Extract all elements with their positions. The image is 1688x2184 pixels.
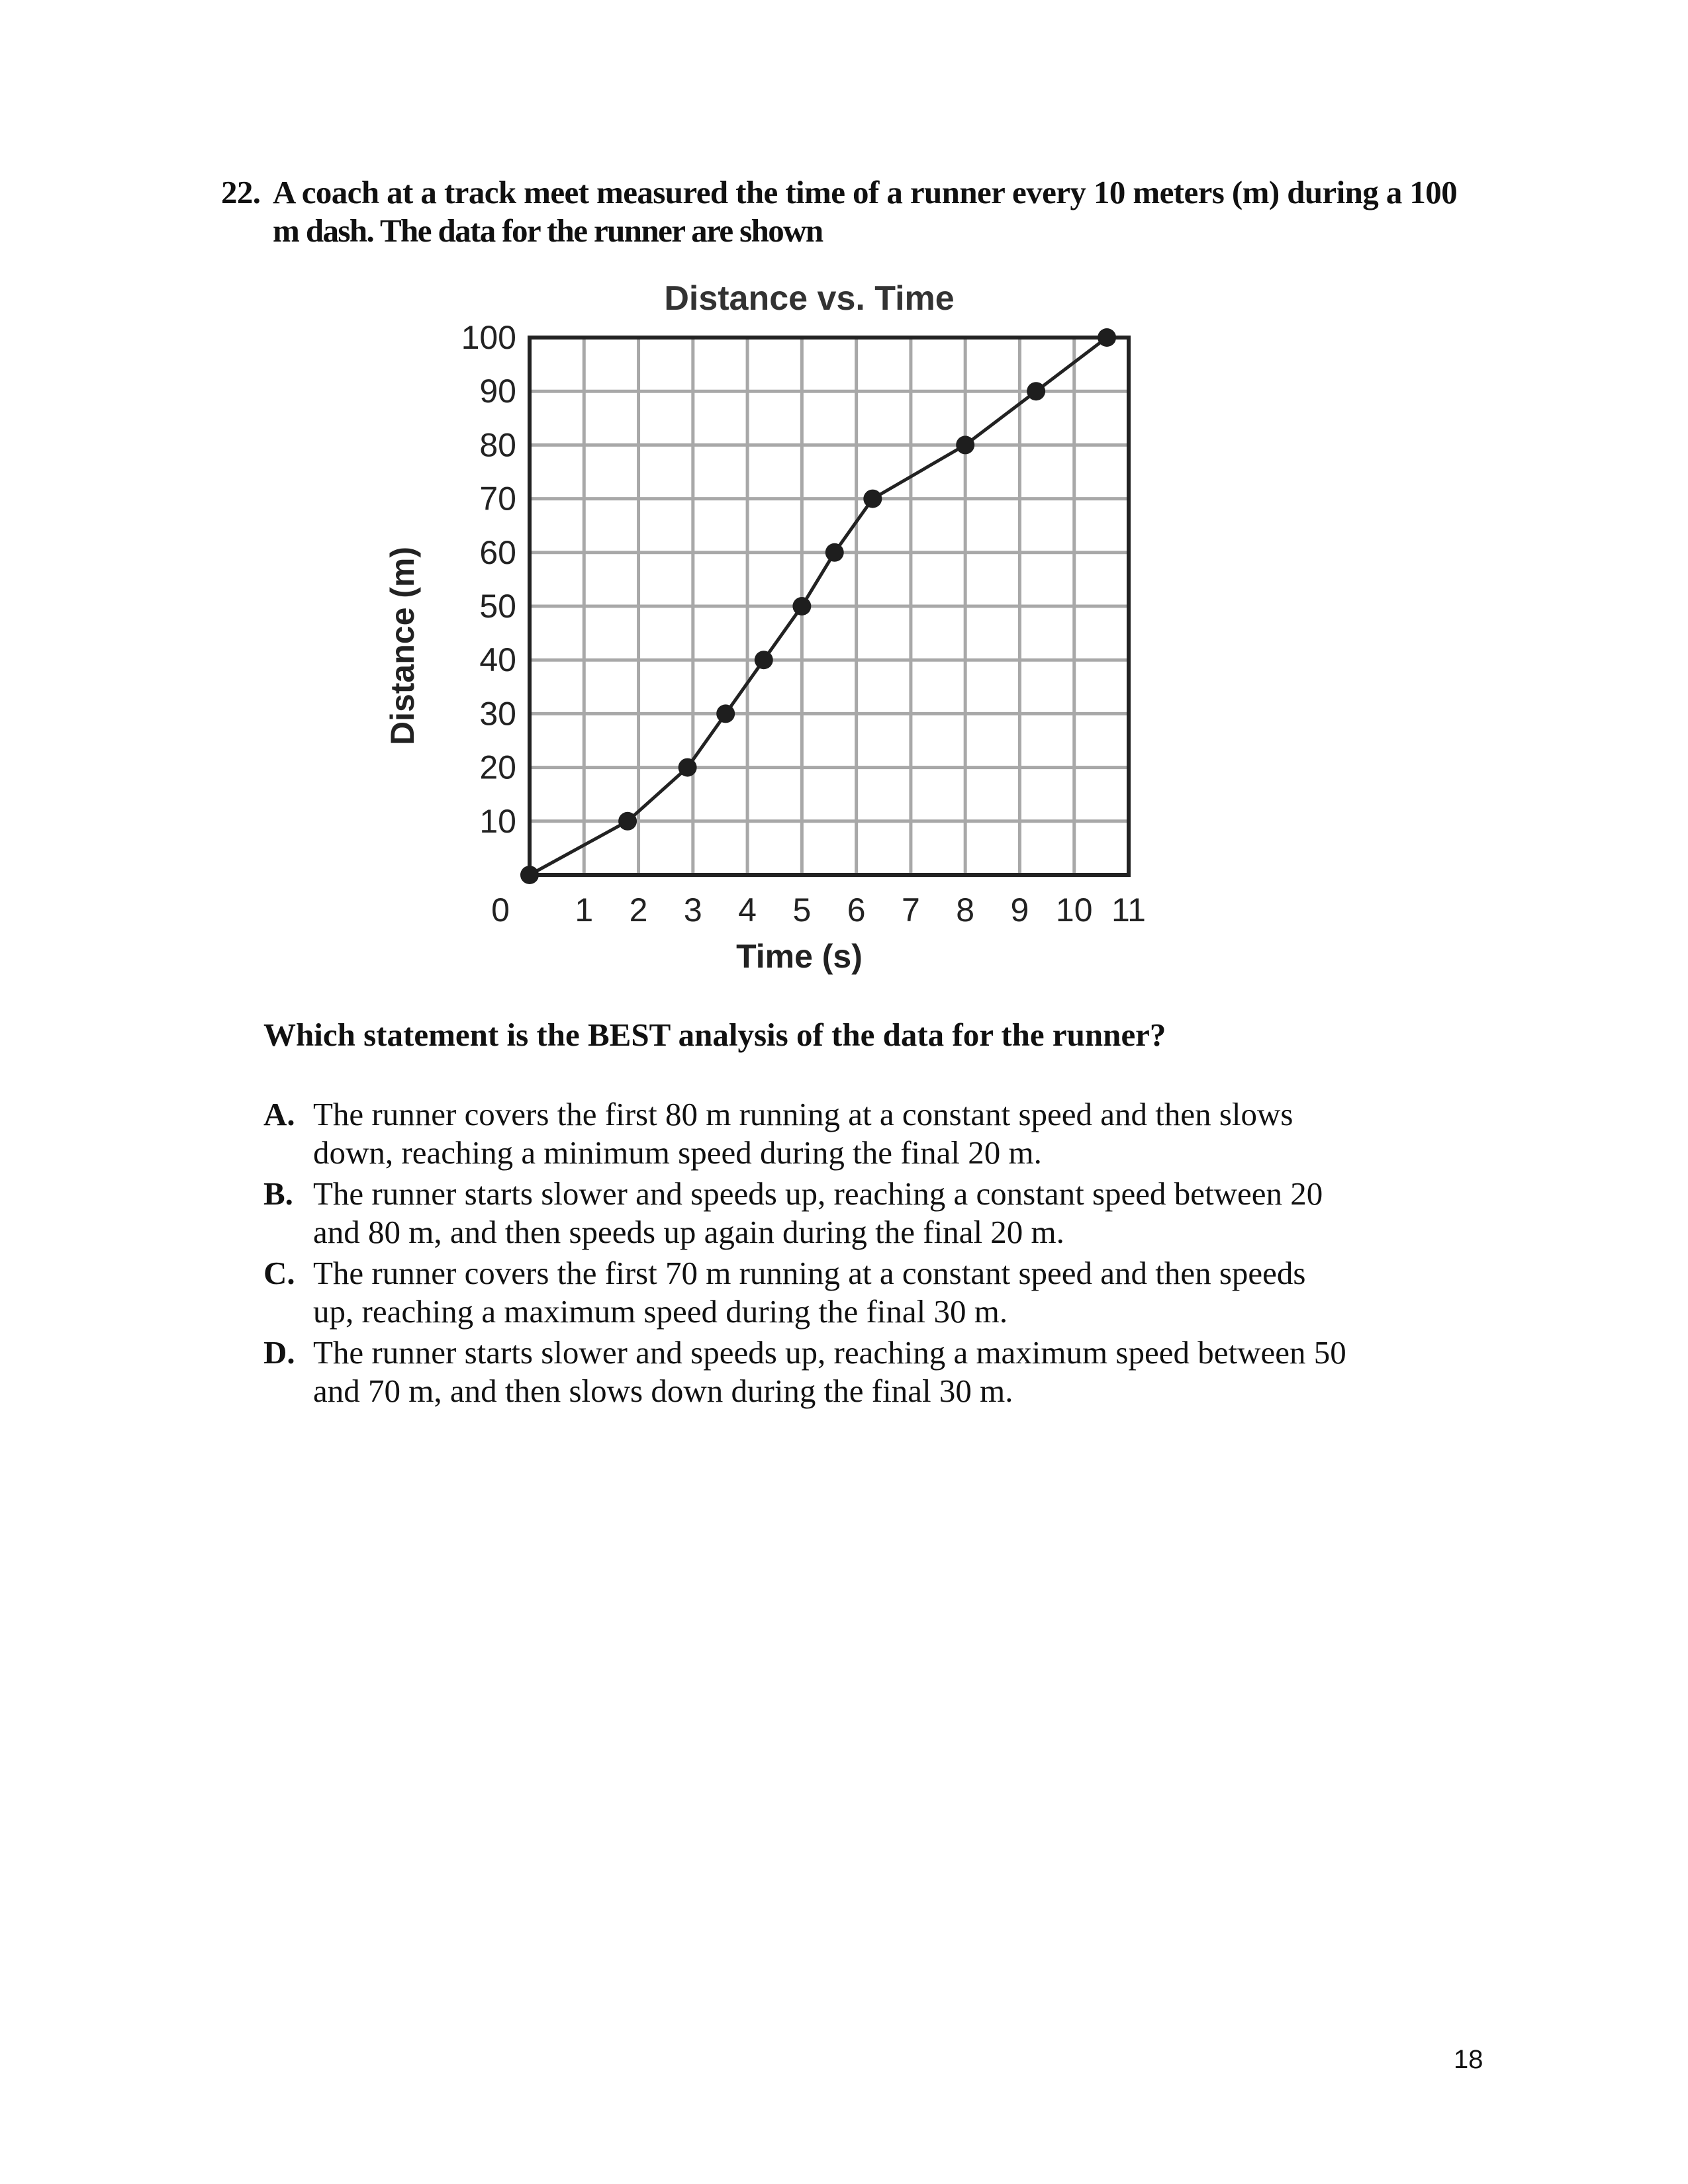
question-prompt: Which statement is the BEST analysis of the data for the runner? [263, 1017, 1166, 1053]
y-axis-label: Distance (m) [384, 546, 421, 746]
y-tick-label: 100 [461, 319, 516, 356]
y-tick-label: 60 [479, 533, 516, 571]
x-tick-label: 5 [792, 891, 812, 929]
option-letter: C. [263, 1255, 295, 1291]
y-tick-label: 80 [479, 426, 516, 464]
y-tick-label: 50 [479, 588, 516, 625]
y-tick-label: 40 [479, 641, 516, 679]
y-tick-label: 90 [479, 373, 516, 410]
question-text-line-1: A coach at a track meet measured the time of a runner every 10 meters (m) during a 100 [273, 174, 1458, 210]
x-tick-label: 3 [683, 891, 702, 929]
x-axis-label: Time (s) [736, 938, 863, 975]
option-text-line-1: The runner starts slower and speeds up, reaching a maximum speed between 50 [313, 1334, 1346, 1371]
y-tick-label: 70 [479, 480, 516, 518]
x-tick-label: 11 [1111, 891, 1146, 929]
x-tick-label: 6 [847, 891, 866, 929]
option-letter: A. [263, 1096, 295, 1132]
distance-time-chart [371, 265, 1165, 993]
option-text-line-2: and 80 m, and then speeds up again during the final 20 m. [313, 1214, 1064, 1250]
x-tick-label: 9 [1010, 891, 1029, 929]
data-point [679, 758, 697, 777]
chart-grid [530, 338, 1129, 875]
chart-title: Distance vs. Time [664, 279, 955, 318]
question-number: 22. [221, 174, 261, 210]
option-text-line-2: down, reaching a minimum speed during the final 20 m. [313, 1134, 1042, 1171]
x-tick-label: 4 [738, 891, 757, 929]
x-tick-label: 0 [491, 891, 510, 929]
data-point [1098, 328, 1116, 347]
data-point [520, 866, 539, 884]
data-point [792, 597, 811, 615]
question-text-line-2: m dash. The data for the runner are shown [273, 212, 823, 249]
page-number: 18 [1454, 2045, 1483, 2074]
data-point [863, 490, 882, 508]
y-tick-label: 20 [479, 749, 516, 786]
data-point [1027, 382, 1045, 400]
x-tick-label: 10 [1055, 891, 1093, 929]
option-text-line-1: The runner starts slower and speeds up, reaching a constant speed between 20 [313, 1175, 1323, 1212]
option-text-line-1: The runner covers the first 70 m running at a constant speed and then speeds [313, 1255, 1306, 1291]
x-tick-label: 7 [902, 891, 920, 929]
y-tick-label: 30 [479, 695, 516, 733]
option-text-line-2: up, reaching a maximum speed during the final 30 m. [313, 1293, 1008, 1330]
x-tick-label: 1 [575, 891, 594, 929]
data-point [825, 543, 844, 562]
option-text-line-1: The runner covers the first 80 m running at a constant speed and then slows [313, 1096, 1293, 1132]
option-letter: D. [263, 1334, 295, 1371]
data-point [618, 812, 637, 831]
y-tick-label: 10 [479, 802, 516, 840]
data-point [716, 704, 735, 723]
data-point [956, 435, 974, 454]
option-letter: B. [263, 1175, 293, 1212]
data-point [755, 651, 773, 669]
x-tick-label: 2 [629, 891, 648, 929]
option-text-line-2: and 70 m, and then slows down during the final 30 m. [313, 1373, 1013, 1409]
x-tick-label: 8 [956, 891, 975, 929]
